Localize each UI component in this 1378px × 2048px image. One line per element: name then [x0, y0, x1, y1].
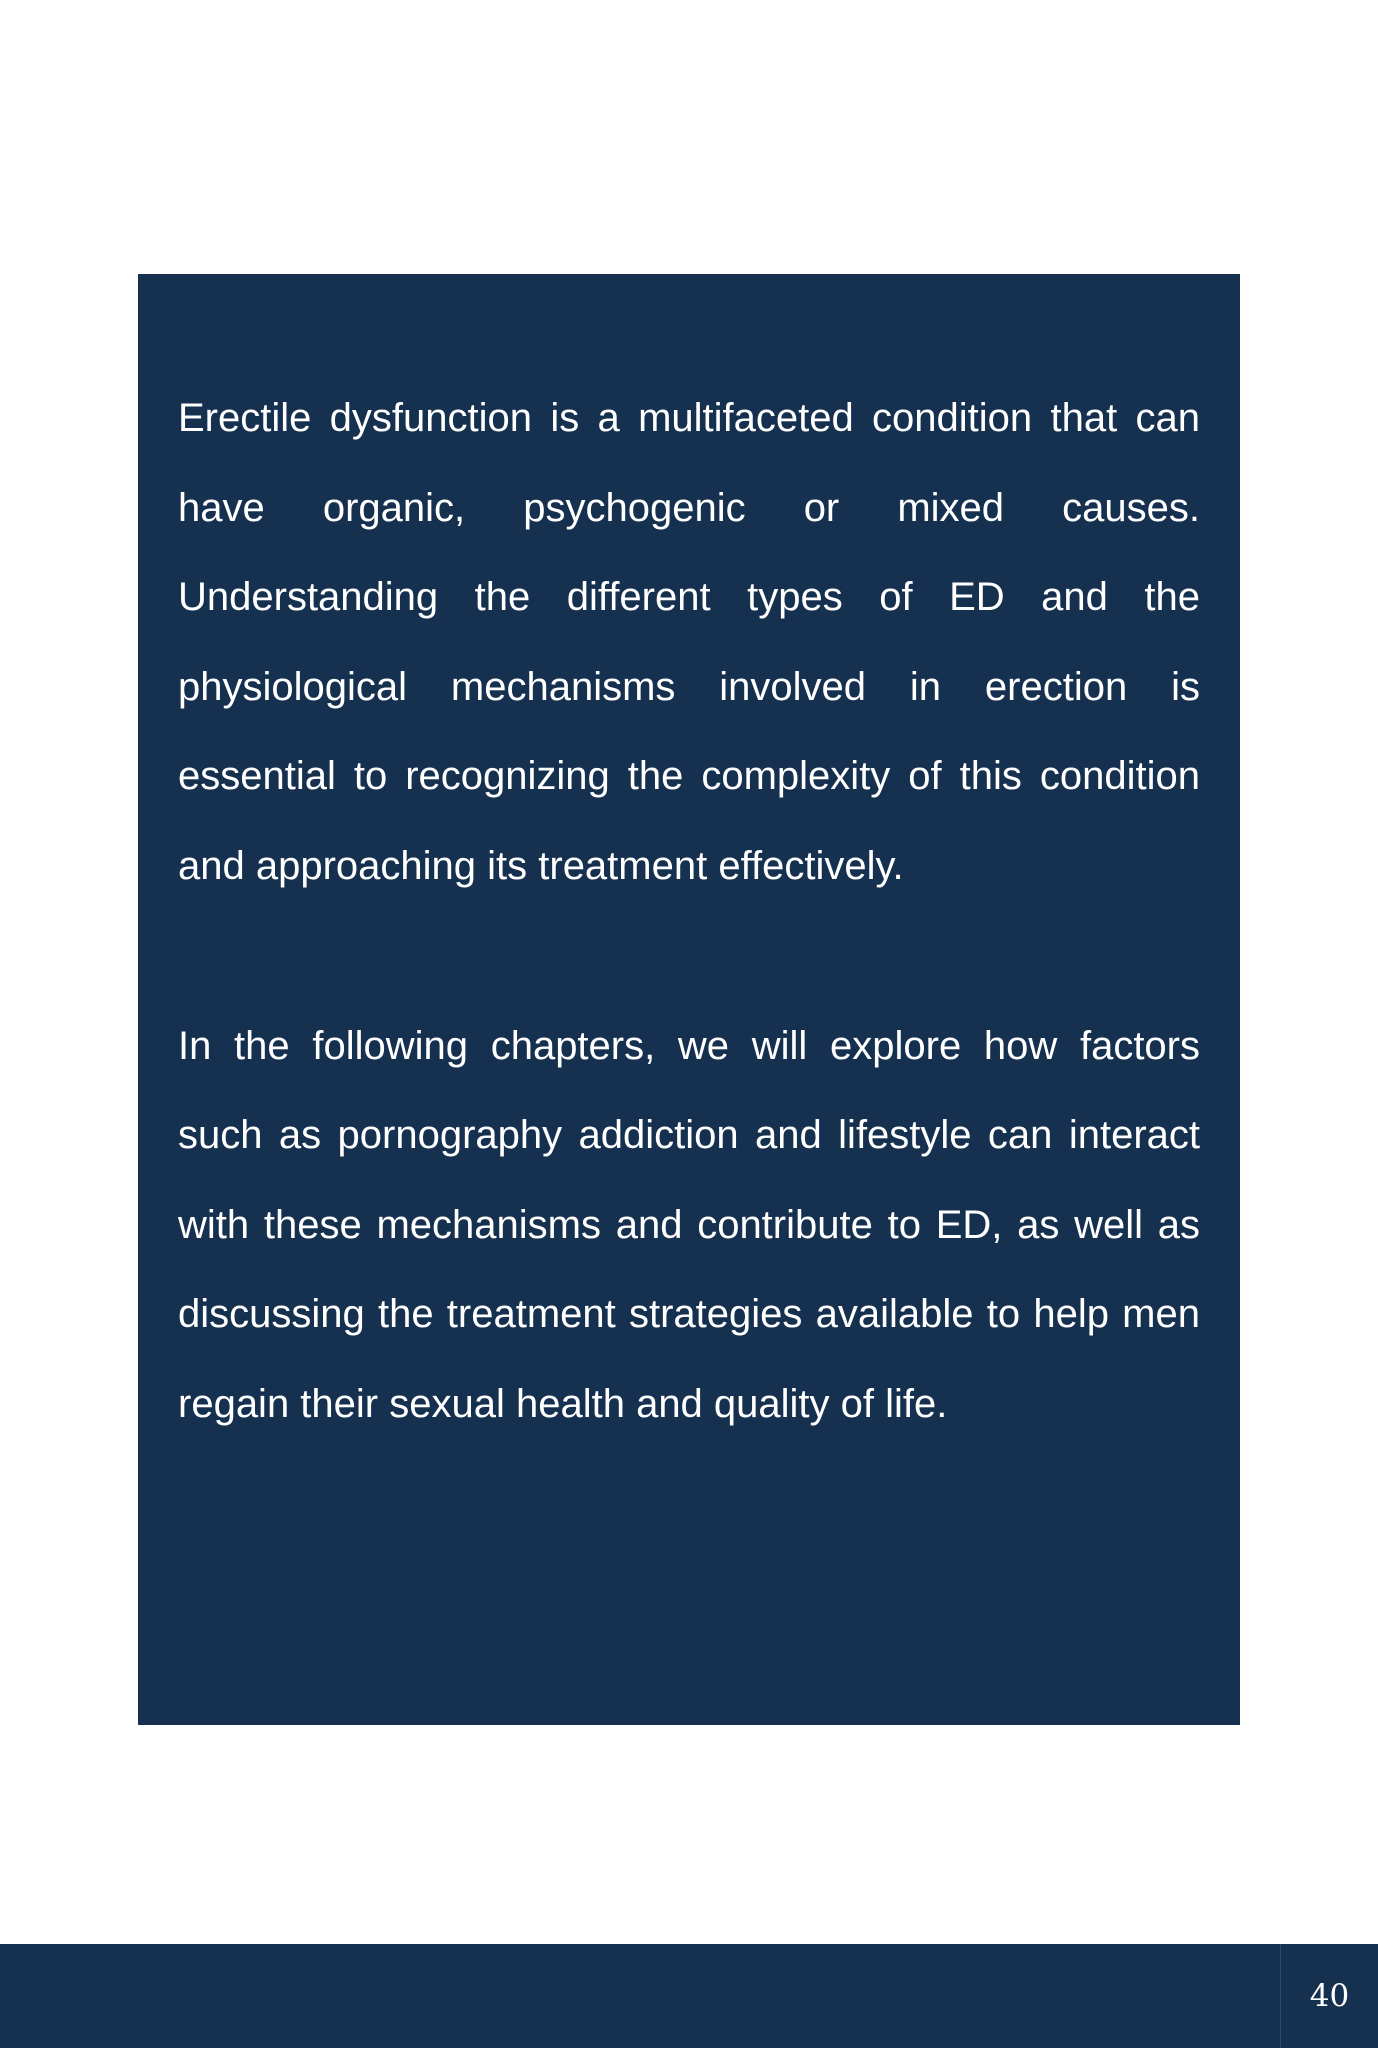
text-panel [138, 274, 1240, 1725]
page-number: 40 [1309, 1978, 1350, 2014]
paragraph-causes: Erectile dysfunction is a multifaceted condition that can have organic, psychogenic or mixed causes. Understanding the different types of ED and the physiological mechanisms involved in erection is essential to recognizing the complexity of this condition and approaching its treatment effectively. [178, 396, 1200, 888]
paragraph-following-chapters: In the following chapters, we will explore how factors such as pornography addiction and lifestyle can interact with these mechanisms and contribute to ED, as well as discussing the treatment strategies available to help men regain their sexual health and quality of life. [178, 1023, 1200, 1426]
page-number-box [1280, 1944, 1378, 2048]
footer-bar [0, 1944, 1378, 2048]
